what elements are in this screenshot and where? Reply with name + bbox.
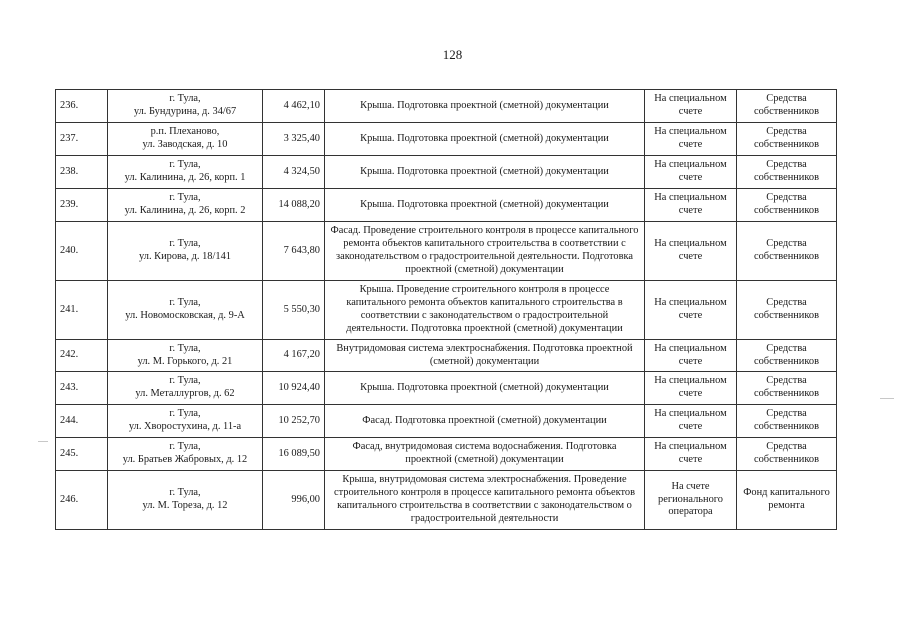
funding-source-cell: Средства собственников bbox=[737, 281, 837, 340]
row-number: 244. bbox=[56, 405, 108, 438]
row-number: 245. bbox=[56, 438, 108, 471]
address-city: г. Тула, bbox=[169, 93, 201, 105]
address-cell bbox=[108, 340, 263, 372]
work-type-cell: Крыша. Проведение строительного контроля в процессе капитального ремонта объектов капитального строительства в соответствии с законодательством о градостроительной деятельности. Подготовка проектной (сметной) документации bbox=[325, 281, 645, 340]
address-street: ул. Новомосковская, д. 9-А bbox=[125, 310, 245, 321]
account-cell: На специальном счете bbox=[645, 123, 737, 156]
area-cell: 10 252,70 bbox=[263, 405, 325, 438]
address-cell bbox=[108, 372, 263, 405]
row-number: 241. bbox=[56, 281, 108, 340]
funding-source-cell: Средства собственников bbox=[737, 372, 837, 405]
address-street: ул. М. Горького, д. 21 bbox=[137, 355, 233, 367]
work-type-cell: Крыша, внутридомовая система электроснабжения. Проведение строительного контроля в процессе капитального ремонта объектов капитального строительства в соответствии с законодательством о градостроительной деятельности bbox=[325, 471, 645, 530]
address-city: р.п. Плеханово, bbox=[150, 126, 220, 138]
address-cell bbox=[108, 156, 263, 189]
account-cell: На специальном счете bbox=[645, 222, 737, 281]
account-cell: На специальном счете bbox=[645, 438, 737, 471]
row-number: 242. bbox=[56, 340, 108, 372]
address-city: г. Тула, bbox=[169, 297, 201, 309]
work-type-cell: Фасад. Подготовка проектной (сметной) документации bbox=[325, 405, 645, 438]
row-number: 239. bbox=[56, 189, 108, 222]
address-city: г. Тула, bbox=[169, 238, 201, 250]
scan-mark-left bbox=[38, 441, 48, 442]
account-cell: На счете регионального оператора bbox=[645, 471, 737, 530]
table-row bbox=[56, 340, 837, 372]
address-cell bbox=[108, 123, 263, 156]
work-type-cell: Крыша. Подготовка проектной (сметной) документации bbox=[325, 189, 645, 222]
table-row bbox=[56, 123, 837, 156]
account-cell: На специальном счете bbox=[645, 90, 737, 123]
work-type-cell: Внутридомовая система электроснабжения. Подготовка проектной (сметной) документации bbox=[325, 340, 645, 372]
area-cell: 3 325,40 bbox=[263, 123, 325, 156]
table-row bbox=[56, 156, 837, 189]
address-cell bbox=[108, 189, 263, 222]
table-row bbox=[56, 471, 837, 530]
account-cell: На специальном счете bbox=[645, 372, 737, 405]
area-cell: 7 643,80 bbox=[263, 222, 325, 281]
area-cell: 14 088,20 bbox=[263, 189, 325, 222]
row-number: 240. bbox=[56, 222, 108, 281]
row-number: 237. bbox=[56, 123, 108, 156]
account-cell: На специальном счете bbox=[645, 281, 737, 340]
funding-source-cell: Средства собственников bbox=[737, 156, 837, 189]
area-cell: 5 550,30 bbox=[263, 281, 325, 340]
row-number: 246. bbox=[56, 471, 108, 530]
page-number: 128 bbox=[442, 47, 463, 62]
table-row bbox=[56, 189, 837, 222]
funding-source-cell: Фонд капитального ремонта bbox=[737, 471, 837, 530]
funding-source-cell: Средства собственников bbox=[737, 189, 837, 222]
funding-source-cell: Средства собственников bbox=[737, 123, 837, 156]
work-type-cell: Крыша. Подготовка проектной (сметной) документации bbox=[325, 90, 645, 123]
address-cell bbox=[108, 438, 263, 471]
funding-source-cell: Средства собственников bbox=[737, 222, 837, 281]
account-cell: На специальном счете bbox=[645, 405, 737, 438]
row-number: 238. bbox=[56, 156, 108, 189]
address-cell bbox=[108, 471, 263, 530]
work-type-cell: Фасад, внутридомовая система водоснабжения. Подготовка проектной (сметной) документации bbox=[325, 438, 645, 471]
account-cell: На специальном счете bbox=[645, 189, 737, 222]
address-cell bbox=[108, 281, 263, 340]
work-type-cell: Фасад. Проведение строительного контроля в процессе капитального ремонта объектов капитального строительства в соответствии с законодательством о градостроительной деятельности. Подготовка проектной (сметной) документации bbox=[325, 222, 645, 281]
account-cell: На специальном счете bbox=[645, 340, 737, 372]
area-cell: 996,00 bbox=[263, 471, 325, 530]
row-number: 236. bbox=[56, 90, 108, 123]
address-city: г. Тула, bbox=[169, 441, 201, 453]
area-cell: 4 462,10 bbox=[263, 90, 325, 123]
address-city: г. Тула, bbox=[169, 192, 201, 204]
address-street: ул. Калинина, д. 26, корп. 2 bbox=[124, 205, 246, 216]
table-row bbox=[56, 222, 837, 281]
address-street: ул. Заводская, д. 10 bbox=[142, 139, 228, 150]
funding-source-cell: Средства собственников bbox=[737, 438, 837, 471]
work-type-cell: Крыша. Подготовка проектной (сметной) документации bbox=[325, 372, 645, 405]
account-cell: На специальном счете bbox=[645, 156, 737, 189]
address-street: ул. Кирова, д. 18/141 bbox=[139, 251, 231, 262]
address-city: г. Тула, bbox=[169, 487, 201, 499]
area-cell: 16 089,50 bbox=[263, 438, 325, 471]
address-cell bbox=[108, 90, 263, 123]
area-cell: 4 167,20 bbox=[263, 340, 325, 372]
address-cell bbox=[108, 222, 263, 281]
table-row bbox=[56, 405, 837, 438]
address-street: ул. Калинина, д. 26, корп. 1 bbox=[124, 172, 246, 183]
address-street: ул. М. Тореза, д. 12 bbox=[142, 500, 228, 511]
row-number: 243. bbox=[56, 372, 108, 405]
address-city: г. Тула, bbox=[169, 342, 201, 354]
address-street: ул. Хворостухина, д. 11-а bbox=[128, 421, 242, 432]
area-cell: 4 324,50 bbox=[263, 156, 325, 189]
address-street: ул. Бундурина, д. 34/67 bbox=[133, 106, 237, 117]
funding-source-cell: Средства собственников bbox=[737, 340, 837, 372]
funding-source-cell: Средства собственников bbox=[737, 90, 837, 123]
address-city: г. Тула, bbox=[169, 375, 201, 387]
address-street: ул. Металлургов, д. 62 bbox=[135, 388, 235, 399]
area-cell: 10 924,40 bbox=[263, 372, 325, 405]
scan-mark-right bbox=[880, 398, 894, 399]
address-city: г. Тула, bbox=[169, 408, 201, 420]
address-city: г. Тула, bbox=[169, 159, 201, 171]
registry-table bbox=[55, 89, 837, 530]
address-street: ул. Братьев Жабровых, д. 12 bbox=[122, 454, 248, 465]
work-type-cell: Крыша. Подготовка проектной (сметной) документации bbox=[325, 123, 645, 156]
address-cell bbox=[108, 405, 263, 438]
table-row bbox=[56, 372, 837, 405]
table-row bbox=[56, 90, 837, 123]
table-row bbox=[56, 438, 837, 471]
work-type-cell: Крыша. Подготовка проектной (сметной) документации bbox=[325, 156, 645, 189]
funding-source-cell: Средства собственников bbox=[737, 405, 837, 438]
table-row bbox=[56, 281, 837, 340]
